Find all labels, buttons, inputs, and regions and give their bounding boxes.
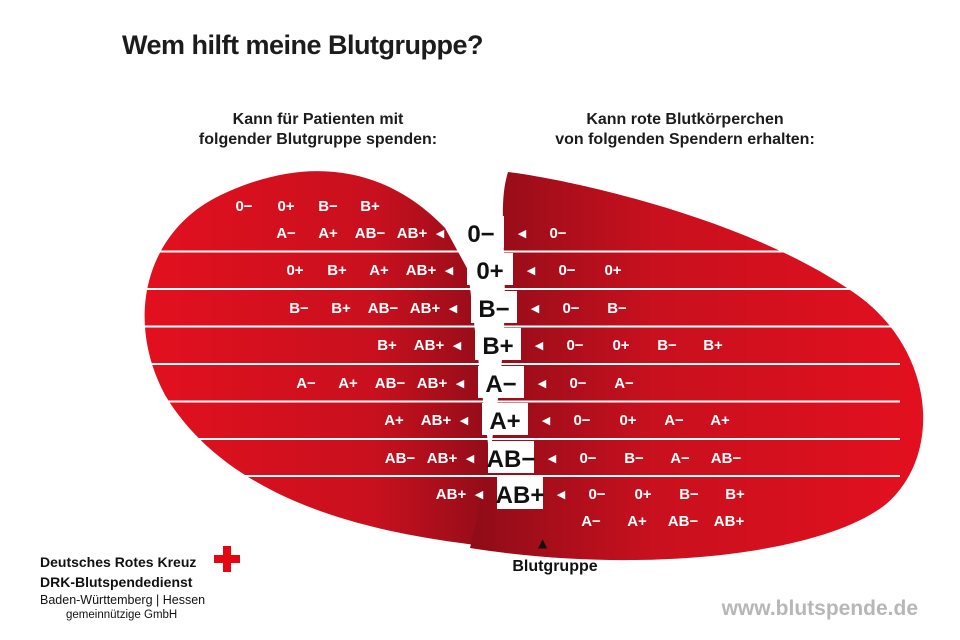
donate-to-label: AB+ <box>416 375 448 392</box>
receive-from-label: 0− <box>573 412 591 429</box>
receive-arrow-icon: ◀ <box>530 302 540 315</box>
donate-to-label: A+ <box>384 412 404 429</box>
org-legal: gemeinnützige GmbH <box>66 609 178 621</box>
page-title: Wem hilft meine Blutgruppe? <box>122 30 484 60</box>
donate-arrow-icon: ◀ <box>455 377 465 390</box>
org-name: Deutsches Rotes Kreuz <box>40 554 197 570</box>
receive-from-label: 0+ <box>604 262 622 279</box>
organization-block <box>40 554 240 621</box>
donate-to-label: AB− <box>384 450 416 467</box>
donate-to-label: 0+ <box>286 262 304 279</box>
receive-from-label: 0− <box>562 300 580 317</box>
donate-arrow-icon: ◀ <box>459 414 469 427</box>
legend-arrow-icon: ▲ <box>538 536 548 550</box>
receive-arrow-icon: ◀ <box>541 414 551 427</box>
receive-from-label: A− <box>664 412 684 429</box>
blood-group-label: B+ <box>482 333 514 360</box>
blood-group-label: 0− <box>467 221 495 248</box>
receive-arrow-icon: ◀ <box>547 452 557 465</box>
donate-to-label: B+ <box>331 300 351 317</box>
receive-from-label: A− <box>670 450 690 467</box>
blood-group-label: AB− <box>486 446 536 473</box>
receive-from-label: B− <box>624 450 644 467</box>
blood-group-label: A+ <box>489 408 521 435</box>
donor-heading-line-2: folgender Blutgruppe spenden: <box>198 131 438 148</box>
donate-to-label: AB+ <box>413 337 445 354</box>
blood-group-label: A− <box>485 371 517 398</box>
receive-from-label: 0− <box>566 337 584 354</box>
donate-to-label: AB− <box>367 300 399 317</box>
website-url[interactable]: www.blutspende.de <box>721 597 918 620</box>
receive-from-label: AB+ <box>713 513 745 530</box>
donate-arrow-icon: ◀ <box>465 452 475 465</box>
receive-from-label: A+ <box>710 412 730 429</box>
donate-to-label: B− <box>289 300 309 317</box>
receive-from-label: 0− <box>569 375 587 392</box>
receive-from-label: 0− <box>549 225 567 242</box>
receive-from-label: 0− <box>558 262 576 279</box>
legend-label: Blutgruppe <box>512 558 598 575</box>
donate-to-label: AB+ <box>435 486 467 503</box>
blood-group-label: 0+ <box>476 258 504 285</box>
donate-to-label: A+ <box>318 225 338 242</box>
receive-from-label: 0+ <box>619 412 637 429</box>
donate-to-label: A− <box>276 225 296 242</box>
donate-to-label: B− <box>318 198 338 215</box>
donate-to-label: B+ <box>327 262 347 279</box>
donate-to-label: AB+ <box>405 262 437 279</box>
receive-from-label: B− <box>657 337 677 354</box>
donate-arrow-icon: ◀ <box>435 227 445 240</box>
red-cross-icon <box>214 546 240 572</box>
donate-to-label: A+ <box>338 375 358 392</box>
donate-to-label: 0− <box>235 198 253 215</box>
receive-arrow-icon: ◀ <box>526 264 536 277</box>
blood-group-label: AB+ <box>495 482 545 509</box>
donate-to-label: AB− <box>374 375 406 392</box>
receive-from-label: AB− <box>710 450 742 467</box>
donate-arrow-icon: ◀ <box>452 339 462 352</box>
receive-from-label: 0+ <box>634 486 652 503</box>
receive-arrow-icon: ◀ <box>556 488 566 501</box>
receive-from-label: B− <box>679 486 699 503</box>
donate-arrow-icon: ◀ <box>444 264 454 277</box>
donate-arrow-icon: ◀ <box>448 302 458 315</box>
donate-to-label: AB+ <box>426 450 458 467</box>
receive-from-label: A− <box>581 513 601 530</box>
donor-heading-line-1: Kann für Patienten mit <box>232 111 404 128</box>
recipient-heading-line-2: von folgenden Spendern erhalten: <box>555 131 815 148</box>
org-region: Baden-Württemberg | Hessen <box>40 593 206 607</box>
receive-from-label: AB− <box>667 513 699 530</box>
donate-to-label: AB+ <box>420 412 452 429</box>
receive-from-label: B+ <box>703 337 723 354</box>
donate-arrow-icon: ◀ <box>474 488 484 501</box>
receive-from-label: 0+ <box>612 337 630 354</box>
donate-to-label: A+ <box>369 262 389 279</box>
receive-arrow-icon: ◀ <box>517 227 527 240</box>
donate-to-label: 0+ <box>277 198 295 215</box>
donate-to-label: B+ <box>377 337 397 354</box>
blood-group-label: B− <box>478 296 510 323</box>
donate-to-label: B+ <box>360 198 380 215</box>
receive-arrow-icon: ◀ <box>537 377 547 390</box>
receive-from-label: A− <box>614 375 634 392</box>
receive-from-label: 0− <box>588 486 606 503</box>
receive-from-label: 0− <box>579 450 597 467</box>
receive-arrow-icon: ◀ <box>534 339 544 352</box>
receive-from-label: B− <box>607 300 627 317</box>
receive-from-label: B+ <box>725 486 745 503</box>
donate-to-label: AB+ <box>396 225 428 242</box>
donate-to-label: A− <box>296 375 316 392</box>
donate-to-label: AB+ <box>409 300 441 317</box>
org-service: DRK-Blutspendedienst <box>40 574 193 590</box>
receive-from-label: A+ <box>627 513 647 530</box>
recipient-heading-line-1: Kann rote Blutkörperchen <box>586 111 784 128</box>
donate-to-label: AB− <box>354 225 386 242</box>
